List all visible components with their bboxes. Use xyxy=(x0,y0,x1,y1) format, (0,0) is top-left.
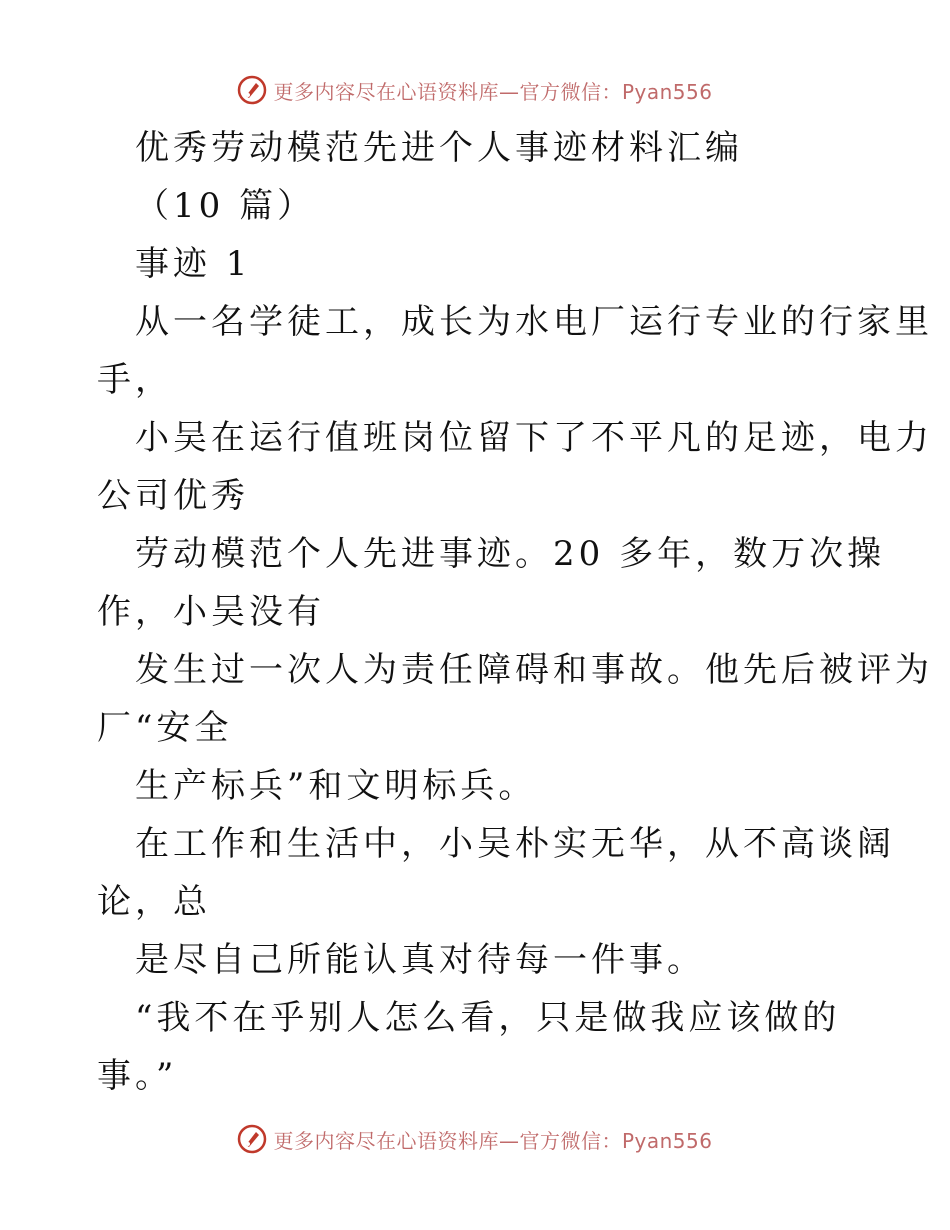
paragraph-line: 是尽自己所能认真对待每一件事。 xyxy=(135,940,705,980)
paragraph-line: 小吴在运行值班岗位留下了不平凡的足迹，电力 xyxy=(135,418,933,458)
paragraph-line: 手， xyxy=(97,360,173,400)
paragraph-line: 作，小吴没有 xyxy=(97,592,325,632)
document-title: 优秀劳动模范先进个人事迹材料汇编 xyxy=(135,128,743,168)
paragraph-line: 发生过一次人为责任障碍和事故。他先后被评为 xyxy=(135,650,933,690)
paragraph-line: 从一名学徒工，成长为水电厂运行专业的行家里 xyxy=(135,302,933,342)
quote-line: 事。” xyxy=(97,1056,178,1096)
watermark-text: 更多内容尽在心语资料库—官方微信：Pyan556 xyxy=(273,1128,713,1153)
document-subtitle: （10 篇） xyxy=(135,186,316,226)
footer-watermark xyxy=(0,1121,950,1157)
pen-nib-logo-icon xyxy=(237,75,267,105)
pen-nib-logo-icon xyxy=(237,1124,267,1154)
paragraph-line: 公司优秀 xyxy=(97,476,249,516)
quote-line: “我不在乎别人怎么看，只是做我应该做的 xyxy=(135,998,841,1038)
paragraph-line: 厂“安全 xyxy=(97,708,233,748)
paragraph-line: 论，总 xyxy=(97,882,211,922)
paragraph-line: 劳动模范个人先进事迹。20 多年，数万次操 xyxy=(135,534,886,574)
section-heading: 事迹 1 xyxy=(135,244,252,284)
paragraph-line: 生产标兵”和文明标兵。 xyxy=(135,766,537,806)
header-watermark xyxy=(0,72,950,108)
watermark-text: 更多内容尽在心语资料库—官方微信：Pyan556 xyxy=(273,79,713,104)
paragraph-line: 在工作和生活中，小吴朴实无华，从不高谈阔 xyxy=(135,824,895,864)
